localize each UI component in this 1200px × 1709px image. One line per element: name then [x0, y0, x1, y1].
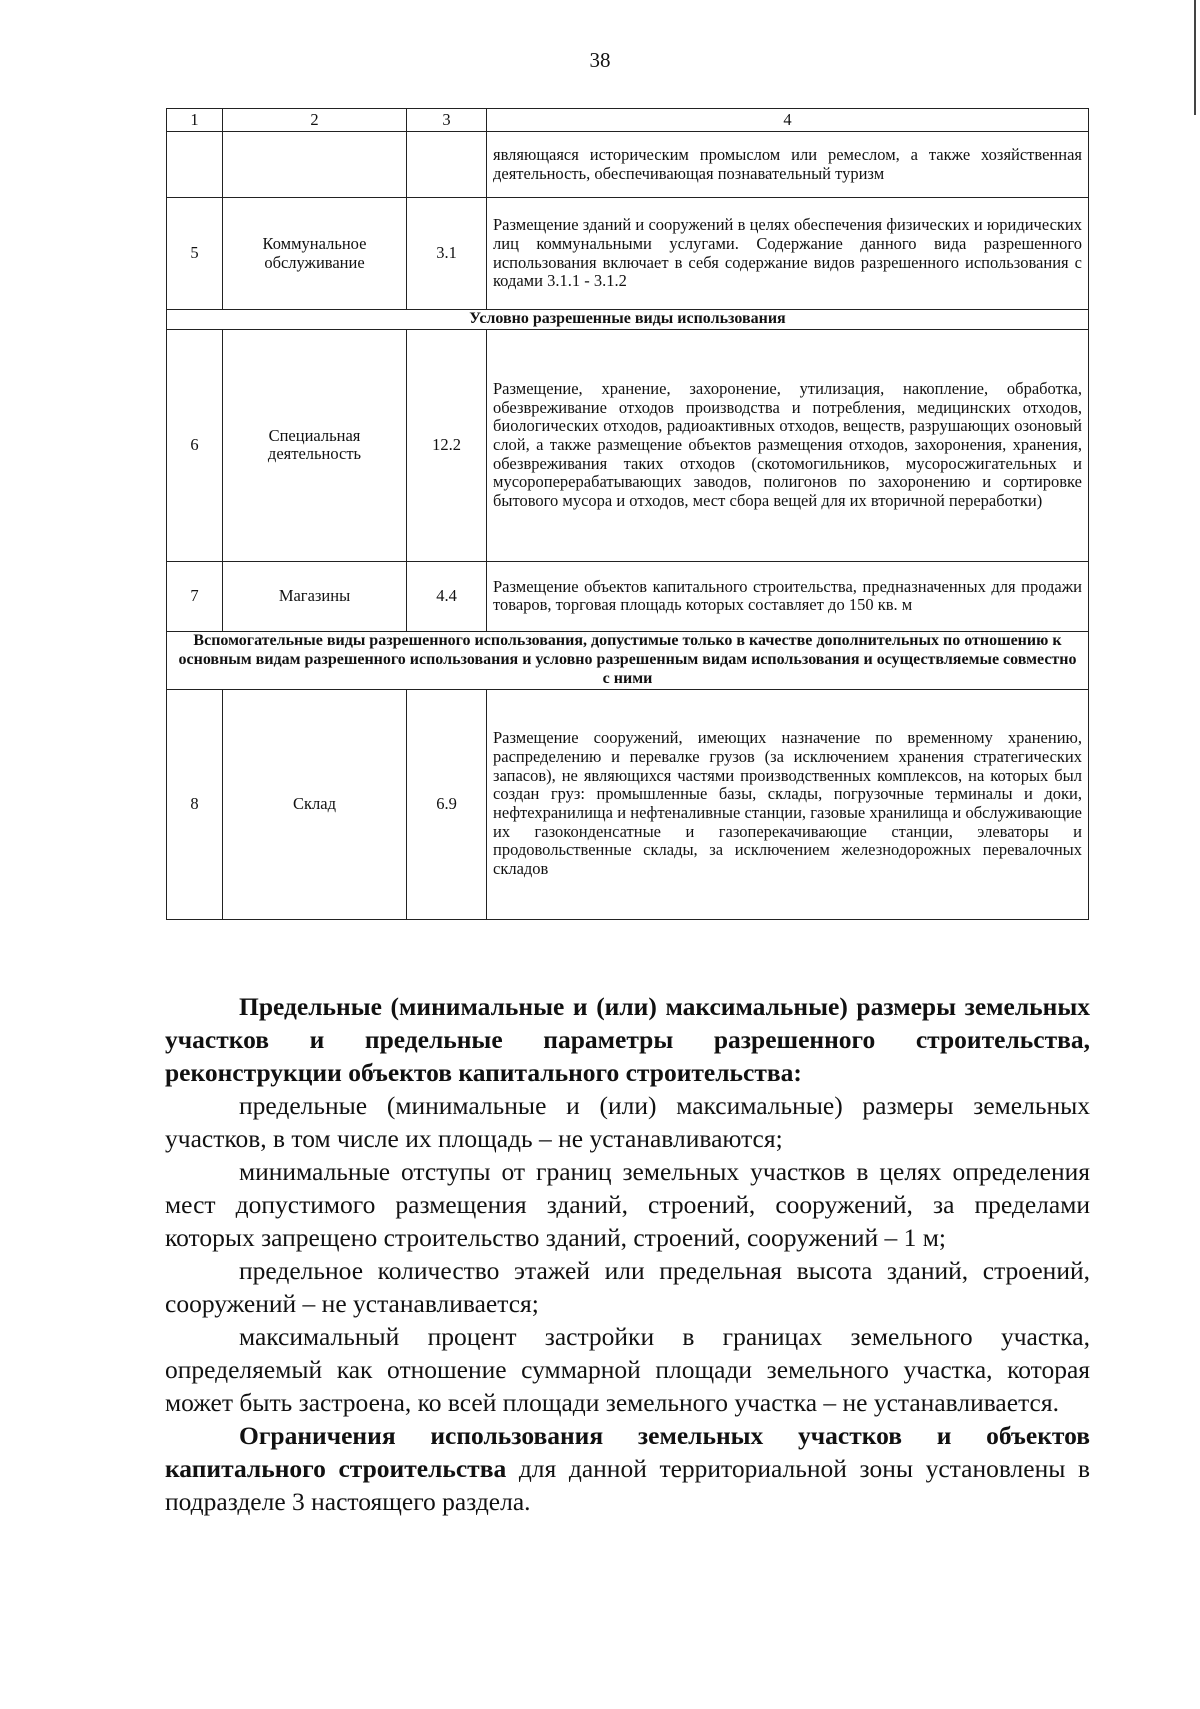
table-row: [167, 198, 1089, 310]
table-row: [167, 689, 1089, 919]
use-description: Размещение сооружений, имеющих назначение по временному хранению, распределению и перевалке грузов (за исключением хранения стратегических запасов), не являющихся частями производственных комплексов, на которых был создан груз: промышленные базы, склады, погрузочные терминалы и доки, нефтехранилища и нефтеналивные станции, газовые хранилища и обслуживающие их газоконденсатные и газоперекачивающие станции, элеваторы и продовольственные склады, за исключением железнодорожных перевалочных складов: [487, 689, 1089, 919]
paragraph-setbacks: минимальные отступы от границ земельных участков в целях определения мест допустимого размещения зданий, строений, сооружений, за пределами которых запрещено строительство зданий, строений, сооружений – 1 м;: [165, 1157, 1090, 1252]
use-code: 4.4: [407, 561, 487, 631]
use-name: Магазины: [223, 561, 407, 631]
use-code: 6.9: [407, 689, 487, 919]
paragraph-plot-sizes: предельные (минимальные и (или) максимальные) размеры земельных участков, в том числе их площадь – не устанавливаются;: [165, 1091, 1090, 1153]
use-code: 12.2: [407, 329, 487, 561]
paragraph-coverage: максимальный процент застройки в границах земельного участка, определяемый как отношение суммарной площади земельного участка, которая может быть застроена, ко всей площади земельного участка – не устанавливается.: [165, 1322, 1090, 1417]
section-title-auxiliary: Вспомогательные виды разрешенного использования, допустимые только в качестве дополнительных по отношению к основным видам разрешенного использования и условно разрешенным видам использования и осуществляемые совместно с ними: [167, 631, 1089, 689]
row-number: [167, 132, 223, 198]
use-description: Размещение зданий и сооружений в целях обеспечения физических и юридических лиц коммунальными услугами. Содержание данного вида разрешенного использования включает в себя содержание видов разрешенного использования с кодами 3.1.1 - 3.1.2: [487, 198, 1089, 310]
body-text: [165, 990, 1090, 1518]
paragraph-restrictions: [165, 1419, 1090, 1518]
use-description: Размещение объектов капитального строительства, предназначенных для продажи товаров, торговая площадь которых составляет до 150 кв. м: [487, 561, 1089, 631]
use-description: Размещение, хранение, захоронение, утилизация, накопление, обработка, обезвреживание отходов производства и потребления, медицинских отходов, биологических отходов, радиоактивных отходов, веществ, разрушающих озоновый слой, а также размещение объектов размещения отходов, захоронения, хранения, обезвреживания таких отходов (скотомогильников, мусоросжигательных и мусороперерабатывающих заводов, полигонов по захоронению и сортировке бытового мусора и отходов, мест сбора вещей для их вторичной переработки): [487, 329, 1089, 561]
use-name: Специальная деятельность: [223, 329, 407, 561]
header-cell: 1: [167, 109, 223, 132]
section-title-conditional: Условно разрешенные виды использования: [167, 310, 1089, 330]
header-cell: 2: [223, 109, 407, 132]
use-code: 3.1: [407, 198, 487, 310]
row-number: 8: [167, 689, 223, 919]
section-row: [167, 631, 1089, 689]
table-row: [167, 132, 1089, 198]
row-number: 5: [167, 198, 223, 310]
restrictions-bold-lead: Ограничения использования земельных участков и объектов капитального строительства: [165, 1421, 1090, 1483]
paragraph-floors: предельное количество этажей или предельная высота зданий, строений, сооружений – не устанавливается;: [165, 1256, 1090, 1318]
row-number: 7: [167, 561, 223, 631]
section-row: [167, 310, 1089, 330]
use-name: Коммунальное обслуживание: [223, 198, 407, 310]
restrictions-rest: для данной территориальной зоны установлены в подразделе 3 настоящего раздела.: [165, 1454, 1091, 1516]
use-description: являющаяся историческим промыслом или ремеслом, а также хозяйственная деятельность, обеспечивающая познавательный туризм: [487, 132, 1089, 198]
table-header-row: [167, 109, 1089, 132]
use-code: [407, 132, 487, 198]
land-use-table: [166, 108, 1089, 920]
page-number: 38: [589, 48, 611, 72]
header-cell: 4: [487, 109, 1089, 132]
table-row: [167, 561, 1089, 631]
parameters-heading: Предельные (минимальные и (или) максимальные) размеры земельных участков и предельные параметры разрешенного строительства, реконструкции объектов капитального строительства:: [165, 992, 1090, 1087]
table-row: [167, 329, 1089, 561]
header-cell: 3: [407, 109, 487, 132]
use-name: [223, 132, 407, 198]
row-number: 6: [167, 329, 223, 561]
use-name: Склад: [223, 689, 407, 919]
